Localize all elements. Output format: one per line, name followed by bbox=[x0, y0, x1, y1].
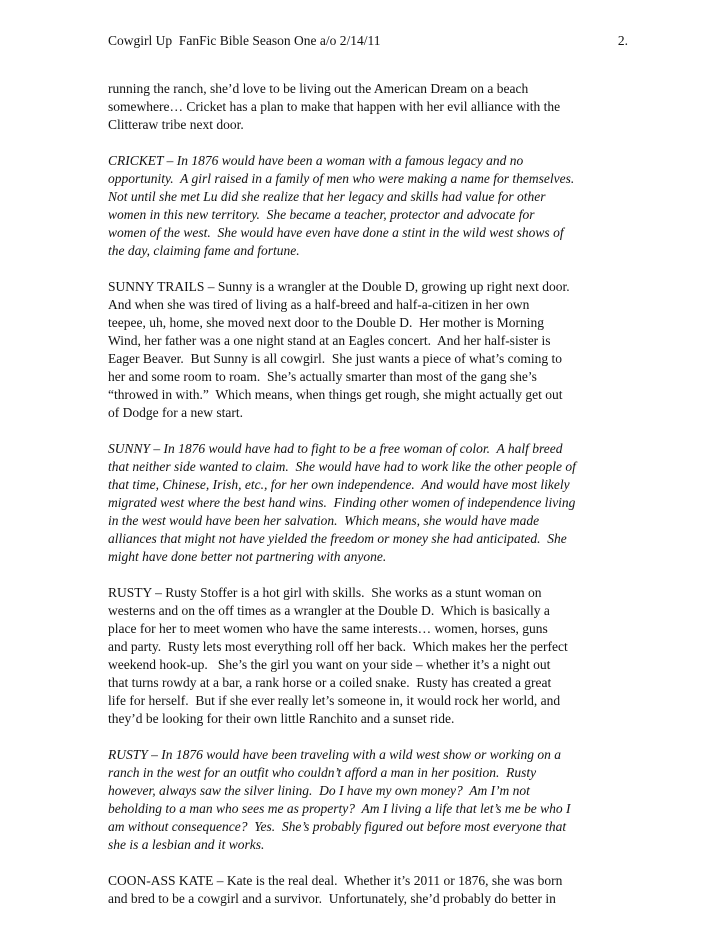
text-line: life for herself. But if she ever really let’s someone in, it would rock her world, and bbox=[108, 693, 561, 708]
text-line: her and some room to roam. She’s actually smarter than most of the gang she’s bbox=[108, 369, 537, 384]
page-header bbox=[108, 32, 628, 50]
paragraph bbox=[108, 872, 628, 908]
text-line: COON-ASS KATE – Kate is the real deal. Whether it’s 2011 or 1876, she was born bbox=[108, 873, 563, 888]
text-line: SUNNY – In 1876 would have had to fight to be a free woman of color. A half breed bbox=[108, 441, 563, 456]
text-line: beholding to a man who sees me as property? Am I living a life that let’s me be who I bbox=[108, 801, 571, 816]
text-line: Wind, her father was a one night stand at an Eagles concert. And her half-sister is bbox=[108, 333, 551, 348]
text-line: And when she was tired of living as a half-breed and half-a-citizen in her own bbox=[108, 297, 530, 312]
text-line: Eager Beaver. But Sunny is all cowgirl. She just wants a piece of what’s coming to bbox=[108, 351, 563, 366]
italic-paragraph bbox=[108, 440, 628, 566]
italic-paragraph bbox=[108, 152, 628, 260]
text-line: opportunity. A girl raised in a family of men who were making a name for themselves. bbox=[108, 171, 575, 186]
text-line: running the ranch, she’d love to be living out the American Dream on a beach bbox=[108, 81, 529, 96]
text-line: and party. Rusty lets most everything roll off her back. Which makes her the perfect bbox=[108, 639, 568, 654]
text-line: RUSTY – In 1876 would have been traveling with a wild west show or working on a bbox=[108, 747, 561, 762]
text-line: alliances that might not have yielded the freedom or money she had anticipated. She bbox=[108, 531, 567, 546]
text-line: however, always saw the silver lining. Do I have my own money? Am I’m not bbox=[108, 783, 530, 798]
text-line: Not until she met Lu did she realize that her legacy and skills had value for other bbox=[108, 189, 546, 204]
text-line: in the west would have been her salvation. Which means, she would have made bbox=[108, 513, 540, 528]
document-page bbox=[108, 32, 628, 926]
text-line: am without consequence? Yes. She’s probably figured out before most everyone that bbox=[108, 819, 567, 834]
header-title: Cowgirl Up FanFic Bible Season One a/o 2/14/11 bbox=[108, 33, 381, 48]
text-line: somewhere… Cricket has a plan to make that happen with her evil alliance with the bbox=[108, 99, 561, 114]
text-line: that time, Chinese, Irish, etc., for her own independence. And would have most likely bbox=[108, 477, 570, 492]
text-line: might have done better not partnering with anyone. bbox=[108, 549, 387, 564]
text-line: she is a lesbian and it works. bbox=[108, 837, 265, 852]
text-line: and bred to be a cowgirl and a survivor. Unfortunately, she’d probably do better in bbox=[108, 891, 556, 906]
text-line: that turns rowdy at a bar, a rank horse or a coiled snake. Rusty has created a great bbox=[108, 675, 552, 690]
paragraph bbox=[108, 80, 628, 134]
text-line: “throwed in with.” Which means, when things get rough, she might actually get out bbox=[108, 387, 563, 402]
paragraph bbox=[108, 278, 628, 422]
text-line: women in this new territory. She became a teacher, protector and advocate for bbox=[108, 207, 535, 222]
text-line: ranch in the west for an outfit who couldn’t afford a man in her position. Rusty bbox=[108, 765, 537, 780]
text-line: Clitteraw tribe next door. bbox=[108, 117, 244, 132]
document-body bbox=[108, 80, 628, 908]
text-line: that neither side wanted to claim. She would have had to work like the other people of bbox=[108, 459, 576, 474]
text-line: they’d be looking for their own little Ranchito and a sunset ride. bbox=[108, 711, 455, 726]
text-line: SUNNY TRAILS – Sunny is a wrangler at the Double D, growing up right next door. bbox=[108, 279, 570, 294]
text-line: CRICKET – In 1876 would have been a woman with a famous legacy and no bbox=[108, 153, 524, 168]
text-line: RUSTY – Rusty Stoffer is a hot girl with skills. She works as a stunt woman on bbox=[108, 585, 542, 600]
paragraph bbox=[108, 584, 628, 728]
text-line: the day, claiming fame and fortune. bbox=[108, 243, 300, 258]
italic-paragraph bbox=[108, 746, 628, 854]
text-line: women of the west. She would have even have done a stint in the wild west shows of bbox=[108, 225, 564, 240]
text-line: teepee, uh, home, she moved next door to the Double D. Her mother is Morning bbox=[108, 315, 545, 330]
page-number: 2. bbox=[617, 33, 628, 48]
text-line: of Dodge for a new start. bbox=[108, 405, 243, 420]
text-line: place for her to meet women who have the same interests… women, horses, guns bbox=[108, 621, 548, 636]
text-line: migrated west where the best hand wins. Finding other women of independence living bbox=[108, 495, 576, 510]
text-line: weekend hook-up. She’s the girl you want on your side – whether it’s a night out bbox=[108, 657, 551, 672]
text-line: westerns and on the off times as a wrangler at the Double D. Which is basically a bbox=[108, 603, 550, 618]
